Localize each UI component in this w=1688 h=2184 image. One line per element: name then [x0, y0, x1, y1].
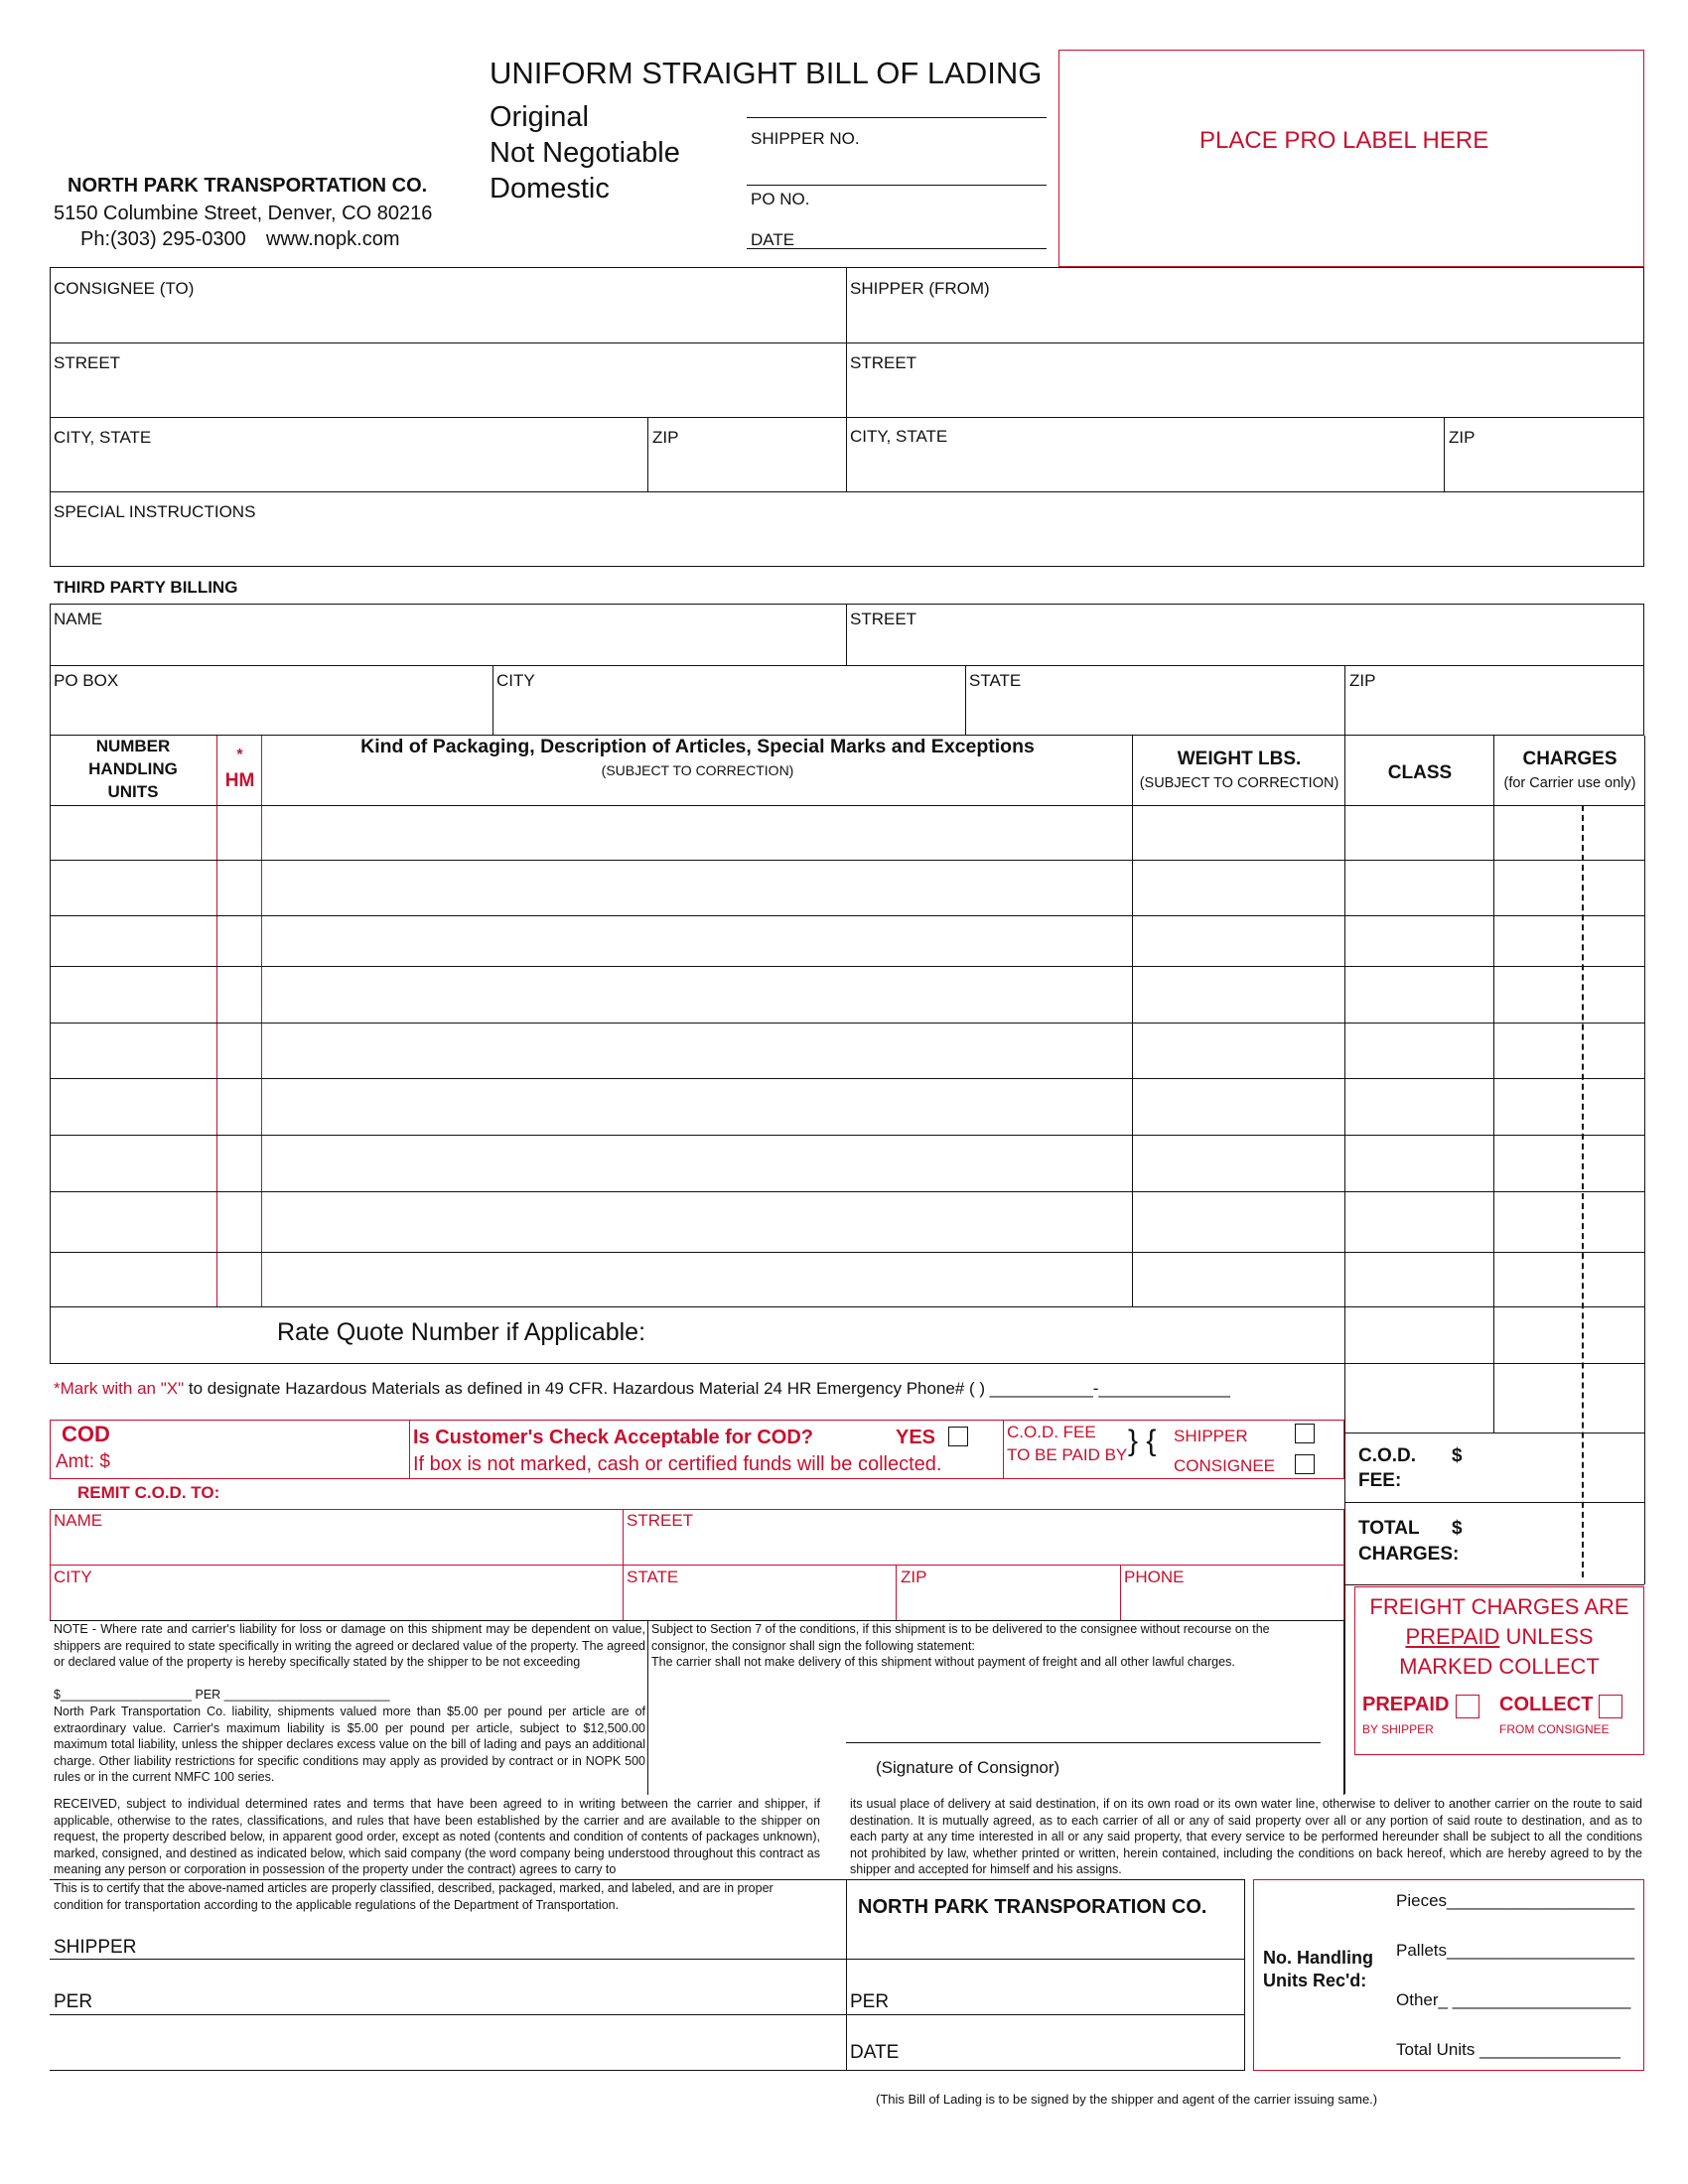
table-row-line [50, 1191, 1644, 1192]
third-party-divider-4 [1344, 665, 1345, 736]
third-party-row-line [50, 665, 1644, 666]
date-label: DATE [751, 230, 795, 249]
declared-value-note: NOTE - Where rate and carrier's liability for loss or damage on this shipment may be dependent on value, shippers are required to state specifically in writing the agreed or declared value of the property. The agreed or declared value of the property is hereby specifically stated by the shipper to be not exceeding [54, 1622, 645, 1670]
shipper-signature-line[interactable] [50, 1959, 846, 1960]
company-phone: Ph:(303) 295-0300 [80, 228, 246, 250]
company-name: NORTH PARK TRANSPORTATION CO. [68, 175, 428, 197]
third-party-city-field[interactable]: CITY [496, 671, 535, 690]
cod-check-question: Is Customer's Check Acceptable for COD? [413, 1427, 814, 1448]
freight-line-2 [1354, 1624, 1644, 1650]
shipper-per-line[interactable] [50, 2014, 846, 2015]
address-row-line-3 [50, 491, 1644, 492]
subtitle-original: Original [490, 101, 589, 133]
shipper-no-line [747, 117, 1047, 118]
col-units-3: UNITS [107, 782, 159, 801]
col-units-1: NUMBER [95, 737, 171, 755]
carrier-date-field[interactable]: DATE [850, 2042, 900, 2063]
shipper-bottom-line [50, 2070, 846, 2071]
shipper-per-label: PER [54, 1991, 93, 2012]
hazmat-note-text: to designate Hazardous Materials as defined in 49 CFR. Hazardous Material 24 HR Emergency Phone# ( ) ___________-______________ [188, 1379, 1230, 1398]
freight-line-3: MARKED COLLECT [1399, 1654, 1600, 1679]
freight-line-1: FREIGHT CHARGES ARE [1369, 1594, 1629, 1619]
remit-city-field[interactable]: CITY [54, 1568, 92, 1586]
table-row-line [50, 1135, 1644, 1136]
total-charges-label-2: CHARGES: [1358, 1544, 1460, 1565]
cod-fee-label-2: TO BE PAID BY [1007, 1445, 1128, 1464]
remit-divider-3 [1120, 1565, 1121, 1620]
table-right-border [1644, 736, 1645, 1584]
third-party-name-field[interactable]: NAME [54, 610, 103, 628]
third-party-divider-2 [492, 665, 493, 736]
units-received-label-1: No. Handling [1263, 1948, 1373, 1968]
received-terms-right: its usual place of delivery at said destination, if on its own road or its own water line, otherwise to deliver to another carrier on the route to said destination. It is mutually agreed, as to each carrier of all or any of said property over all or any portion of said route to destination, and as to each party at any time interested in all or any said property, that every service to be performed hereunder shall be subject to all the conditions not prohibited by law, whether printed or written, herein contained, including the conditions on back hereof, which are hereby agreed to by the shipper and accepted for himself and his assigns. [850, 1797, 1642, 1877]
collect-label: COLLECT [1499, 1694, 1594, 1715]
liability-note: North Park Transportation Co. liability, shipments valued more than $5.00 per pound per article are of extraordinary value. Carrier's maximum liability is $5.00 per pound per article, subject to $12,500.00 maximum total liability, unless the shipper declares excess value on the bill of lading and pays an additional charge. Other liability restrictions for specific conditions may apply as provided by contract or in NOPK 500 rules or in the current NMFC 100 series. [54, 1705, 645, 1785]
cod-fee-label-1: C.O.D. FEE [1007, 1423, 1096, 1441]
collect-checkbox[interactable] [1599, 1695, 1622, 1718]
col-description-sub: (SUBJECT TO CORRECTION) [601, 762, 794, 778]
table-row-line [50, 860, 1644, 861]
consignee-zip-field[interactable]: ZIP [652, 428, 679, 447]
consignee-city-state-field[interactable]: CITY, STATE [54, 428, 152, 447]
section7-note: Subject to Section 7 of the conditions, if this shipment is to be delivered to the consignee without recourse on the consignor, the consignor shall sign the following statement: [651, 1622, 1270, 1653]
third-party-divider-3 [965, 665, 966, 736]
total-charges-label: TOTAL [1358, 1518, 1420, 1539]
freight-prepaid-word: PREPAID [1405, 1624, 1500, 1649]
prepaid-label: PREPAID [1362, 1694, 1450, 1715]
cod-fee-shipper-checkbox[interactable] [1295, 1424, 1315, 1443]
total-charges-dollar: $ [1452, 1518, 1463, 1539]
cod-fee-label-2: FEE: [1358, 1470, 1402, 1491]
rate-quote-bottom [50, 1363, 1644, 1364]
hazmat-note [54, 1379, 1230, 1399]
pro-label-text: PLACE PRO LABEL HERE [1199, 127, 1489, 154]
hm-col-left [216, 736, 217, 1306]
cod-fee-row-line [1344, 1502, 1644, 1503]
company-address: 5150 Columbine Street, Denver, CO 80216 [54, 203, 433, 224]
weight-col-border [1132, 736, 1133, 1306]
footer-note: (This Bill of Lading is to be signed by the shipper and agent of the carrier issuing same.) [876, 2092, 1378, 2107]
cod-braces: } { [1128, 1425, 1157, 1457]
carrier-row-line-2 [846, 2014, 1245, 2015]
address-row-line-2 [50, 417, 1644, 418]
cod-yes-checkbox[interactable] [948, 1427, 968, 1446]
carrier-name: NORTH PARK TRANSPORATION CO. [858, 1896, 1207, 1918]
col-charges: CHARGES [1522, 749, 1618, 769]
received-terms-left: RECEIVED, subject to individual determined rates and terms that have been agreed to in writing between the carrier and shipper, if applicable, otherwise to the rates, classifications, and rules that have been established by the carrier and are available to the shipper on request, the property described below, in apparent good order, except as noted (contents and condition of contents of packages unknown), marked, consigned, and destined as indicated below, which said company (the word company being understood throughout this contract as meaning any person or corporation in possession of the property under the contract) agrees to carry to [54, 1797, 820, 1877]
pro-label-area[interactable] [1058, 50, 1644, 267]
total-charges-bottom [1344, 1584, 1644, 1585]
remit-divider-1 [623, 1509, 624, 1620]
carrier-per-field[interactable]: PER [850, 1991, 890, 2012]
col-hm: HM [224, 770, 255, 791]
hm-col-right [261, 736, 262, 1306]
carrier-row-line-1 [846, 1959, 1245, 1960]
cod-yes-label: YES [896, 1427, 936, 1448]
shipper-city-state-field[interactable]: CITY, STATE [850, 427, 948, 446]
section7-statement: The carrier shall not make delivery of this shipment without payment of freight and all other lawful charges. [651, 1655, 1235, 1669]
cod-amount-field[interactable]: Amt: $ [56, 1451, 110, 1472]
col-class: CLASS [1387, 762, 1453, 783]
total-units-field[interactable]: Total Units _______________ [1396, 2040, 1620, 2059]
remit-state-field[interactable]: STATE [627, 1568, 679, 1586]
shipper-street-field[interactable]: STREET [850, 353, 917, 372]
cod-fee-shipper-label: SHIPPER [1174, 1427, 1248, 1445]
address-row-line-1 [50, 342, 1644, 343]
subtitle-domestic: Domestic [490, 173, 610, 205]
po-no-label: PO NO. [751, 190, 810, 208]
col-description: Kind of Packaging, Description of Articles, Special Marks and Exceptions [360, 736, 1035, 757]
consignee-street-field[interactable]: STREET [54, 353, 121, 372]
table-row-line [50, 1306, 1644, 1307]
freight-unless: UNLESS [1499, 1624, 1594, 1649]
date-line [747, 248, 1047, 249]
third-party-street-field[interactable]: STREET [850, 610, 917, 628]
shipper-from-field[interactable]: SHIPPER (FROM) [850, 279, 990, 298]
document-title: UNIFORM STRAIGHT BILL OF LADING [490, 56, 1043, 90]
remit-cod-heading: REMIT C.O.D. TO: [77, 1483, 220, 1502]
cod-fee-label: C.O.D. [1358, 1445, 1417, 1466]
table-row-line [50, 915, 1644, 916]
table-row-line [50, 1023, 1644, 1024]
remit-name-field[interactable]: NAME [54, 1511, 103, 1530]
table-header-bottom [50, 805, 1644, 806]
shipper-no-label: SHIPPER NO. [751, 129, 860, 148]
col-units-2: HANDLING [88, 759, 178, 778]
pallets-field[interactable]: Pallets____________________ [1396, 1941, 1635, 1960]
subtitle-not-negotiable: Not Negotiable [490, 137, 680, 169]
remit-zip-field[interactable]: ZIP [901, 1568, 927, 1586]
cod-title: COD [62, 1422, 110, 1446]
shipper-signature-label: SHIPPER [54, 1937, 137, 1958]
consignor-signature-line[interactable] [846, 1742, 1321, 1743]
address-divider [846, 267, 847, 491]
legal-divider [647, 1620, 648, 1795]
col-charges-sub: (for Carrier use only) [1503, 775, 1636, 791]
units-received-label-2: Units Rec'd: [1263, 1971, 1367, 1990]
third-party-heading: THIRD PARTY BILLING [54, 578, 238, 597]
remit-row-line [50, 1565, 1344, 1566]
remit-divider-2 [896, 1565, 897, 1620]
remit-street-field[interactable]: STREET [627, 1511, 694, 1530]
remit-phone-field[interactable]: PHONE [1124, 1568, 1185, 1586]
cod-fee-dollar: $ [1452, 1445, 1463, 1466]
table-row-line [50, 1078, 1644, 1079]
table-row-line [50, 1252, 1644, 1253]
cod-fee-consignee-checkbox[interactable] [1295, 1454, 1315, 1474]
declared-value-blank[interactable]: $___________________ PER ________________________ [54, 1688, 390, 1702]
certify-statement: This is to certify that the above-named articles are properly classified, described, packaged, marked, and labeled, and are in proper condition for transportation according to the applicable regulations of the Department of Transportation. [54, 1881, 774, 1912]
third-party-divider-1 [846, 604, 847, 665]
po-no-line [747, 185, 1047, 186]
consignor-signature-label: (Signature of Consignor) [876, 1758, 1060, 1777]
special-instructions-field[interactable]: SPECIAL INSTRUCTIONS [54, 502, 256, 521]
cod-divider-1 [409, 1420, 410, 1479]
charges-col-border [1493, 736, 1494, 1433]
shipper-zip-field[interactable]: ZIP [1449, 428, 1476, 447]
col-hm-star: * [236, 747, 243, 763]
table-left-border [50, 736, 51, 1363]
col-weight-sub: (SUBJECT TO CORRECTION) [1139, 775, 1339, 791]
third-party-block [50, 604, 1644, 736]
prepaid-checkbox[interactable] [1456, 1695, 1479, 1718]
prepaid-by-shipper: BY SHIPPER [1362, 1722, 1434, 1736]
table-row-line [50, 966, 1644, 967]
cod-not-marked-note: If box is not marked, cash or certified funds will be collected. [413, 1453, 942, 1475]
hazmat-note-red: *Mark with an "X" [54, 1379, 185, 1398]
cod-fee-consignee-label: CONSIGNEE [1174, 1456, 1276, 1475]
shipper-zip-divider [1444, 417, 1445, 491]
third-party-zip-field[interactable]: ZIP [1349, 671, 1376, 690]
consignee-to-field[interactable]: CONSIGNEE (TO) [54, 279, 195, 298]
third-party-pobox-field[interactable]: PO BOX [54, 671, 119, 690]
class-col-border [1344, 736, 1345, 1794]
third-party-state-field[interactable]: STATE [969, 671, 1022, 690]
consignee-zip-divider [647, 417, 648, 491]
pieces-field[interactable]: Pieces____________________ [1396, 1891, 1635, 1910]
collect-from-consignee: FROM CONSIGNEE [1499, 1722, 1610, 1736]
other-field[interactable]: Other_ ___________________ [1396, 1990, 1631, 2009]
company-website: www.nopk.com [266, 228, 400, 250]
cod-divider-2 [1003, 1420, 1004, 1479]
col-weight: WEIGHT LBS. [1177, 749, 1302, 769]
rate-quote-field[interactable]: Rate Quote Number if Applicable: [277, 1318, 646, 1346]
